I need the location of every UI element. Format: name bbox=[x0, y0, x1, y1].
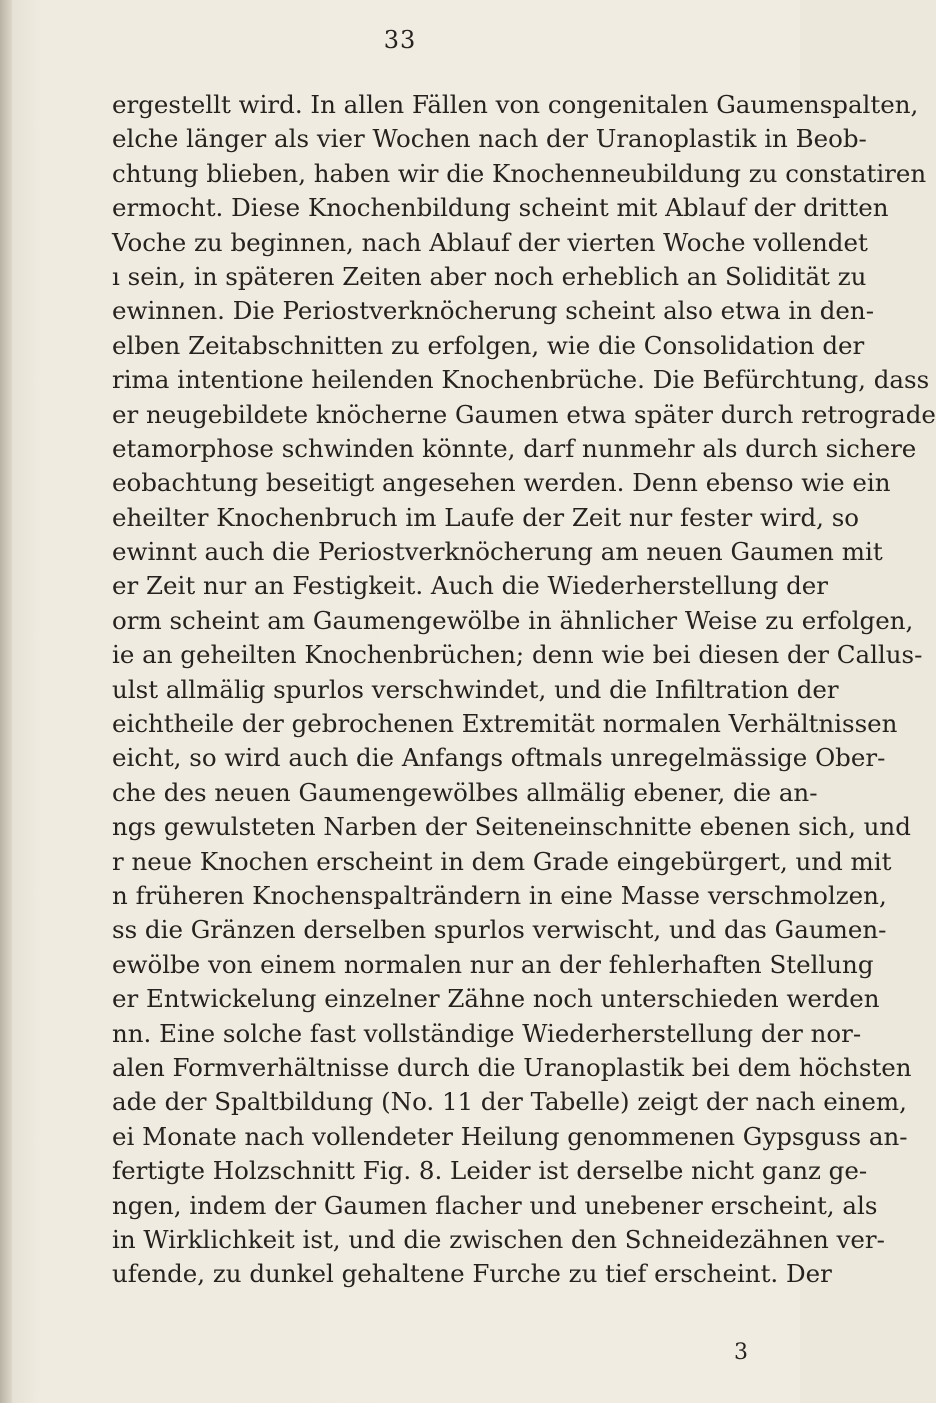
signature-mark: 3 bbox=[734, 1340, 748, 1365]
text-line: ewinnt auch die Periostverknöcherung am neuen Gaumen mit bbox=[112, 537, 883, 567]
text-line: ewölbe von einem normalen nur an der fehlerhaften Stellung bbox=[112, 949, 874, 979]
text-line: eheilter Knochenbruch im Laufe der Zeit nur fester wird, so bbox=[112, 502, 860, 532]
text-line: ermocht. Diese Knochenbildung scheint mit Ablauf der dritten bbox=[112, 193, 889, 223]
text-line: ufende, zu dunkel gehaltene Furche zu tief erscheint. Der bbox=[112, 1259, 832, 1289]
text-line: ngs gewulsteten Narben der Seiteneinschnitte ebenen sich, und bbox=[112, 812, 911, 842]
text-line: ergestellt wird. In allen Fällen von congenitalen Gaumenspalten, bbox=[112, 90, 919, 119]
text-line: ngen, indem der Gaumen flacher und unebener erscheint, als bbox=[112, 1190, 878, 1220]
text-line: ie an geheilten Knochenbrüchen; denn wie bei diesen der Callus- bbox=[112, 640, 923, 670]
text-line: ade der Spaltbildung (No. 11 der Tabelle) zeigt der nach einem, bbox=[112, 1087, 907, 1117]
page-gutter bbox=[0, 0, 12, 1403]
text-line: ei Monate nach vollendeter Heilung genommenen Gypsguss an- bbox=[112, 1121, 908, 1151]
page-number: 33 bbox=[383, 26, 417, 54]
text-line: elben Zeitabschnitten zu erfolgen, wie die Consolidation der bbox=[112, 330, 865, 360]
text-line: ewinnen. Die Periostverknöcherung scheint also etwa in den- bbox=[112, 296, 874, 326]
text-line: r neue Knochen erscheint in dem Grade eingebürgert, und mit bbox=[112, 846, 892, 876]
text-line: er neugebildete knöcherne Gaumen etwa später durch retrograde bbox=[112, 399, 936, 429]
text-line: in Wirklichkeit ist, und die zwischen den Schneidezähnen ver- bbox=[112, 1224, 885, 1254]
text-line: n früheren Knochenspalträndern in eine Masse verschmolzen, bbox=[112, 880, 887, 910]
text-line: fertigte Holzschnitt Fig. 8. Leider ist derselbe nicht ganz ge- bbox=[112, 1156, 868, 1186]
text-line: ulst allmälig spurlos verschwindet, und die Infiltration der bbox=[112, 674, 839, 704]
text-line: eicht, so wird auch die Anfangs oftmals unregelmässige Ober- bbox=[112, 743, 886, 773]
text-line: ss die Gränzen derselben spurlos verwischt, und das Gaumen- bbox=[112, 915, 887, 945]
text-line: chtung blieben, haben wir die Knochenneubildung zu constatiren bbox=[112, 158, 927, 188]
text-line: ı sein, in späteren Zeiten aber noch erheblich an Solidität zu bbox=[112, 261, 867, 291]
text-line: rima intentione heilenden Knochenbrüche. Die Befürchtung, dass bbox=[112, 365, 930, 395]
text-line: eobachtung beseitigt angesehen werden. Denn ebenso wie ein bbox=[112, 468, 891, 498]
text-line: elche länger als vier Wochen nach der Uranoplastik in Beob- bbox=[112, 124, 867, 154]
text-line: che des neuen Gaumengewölbes allmälig ebener, die an- bbox=[112, 777, 818, 807]
text-line: er Zeit nur an Festigkeit. Auch die Wiederherstellung der bbox=[112, 571, 828, 601]
text-line: etamorphose schwinden könnte, darf nunmehr als durch sichere bbox=[112, 433, 917, 463]
body-text bbox=[112, 88, 936, 1292]
text-line: orm scheint am Gaumengewölbe in ähnlicher Weise zu erfolgen, bbox=[112, 605, 914, 635]
text-line: alen Formverhältnisse durch die Uranoplastik bei dem höchsten bbox=[112, 1052, 912, 1082]
text-line: nn. Eine solche fast vollständige Wiederherstellung der nor- bbox=[112, 1018, 862, 1048]
text-line: Voche zu beginnen, nach Ablauf der vierten Woche vollendet bbox=[112, 227, 868, 257]
text-line: er Entwickelung einzelner Zähne noch unterschieden werden bbox=[112, 984, 880, 1014]
text-line: eichtheile der gebrochenen Extremität normalen Verhältnissen bbox=[112, 709, 898, 739]
